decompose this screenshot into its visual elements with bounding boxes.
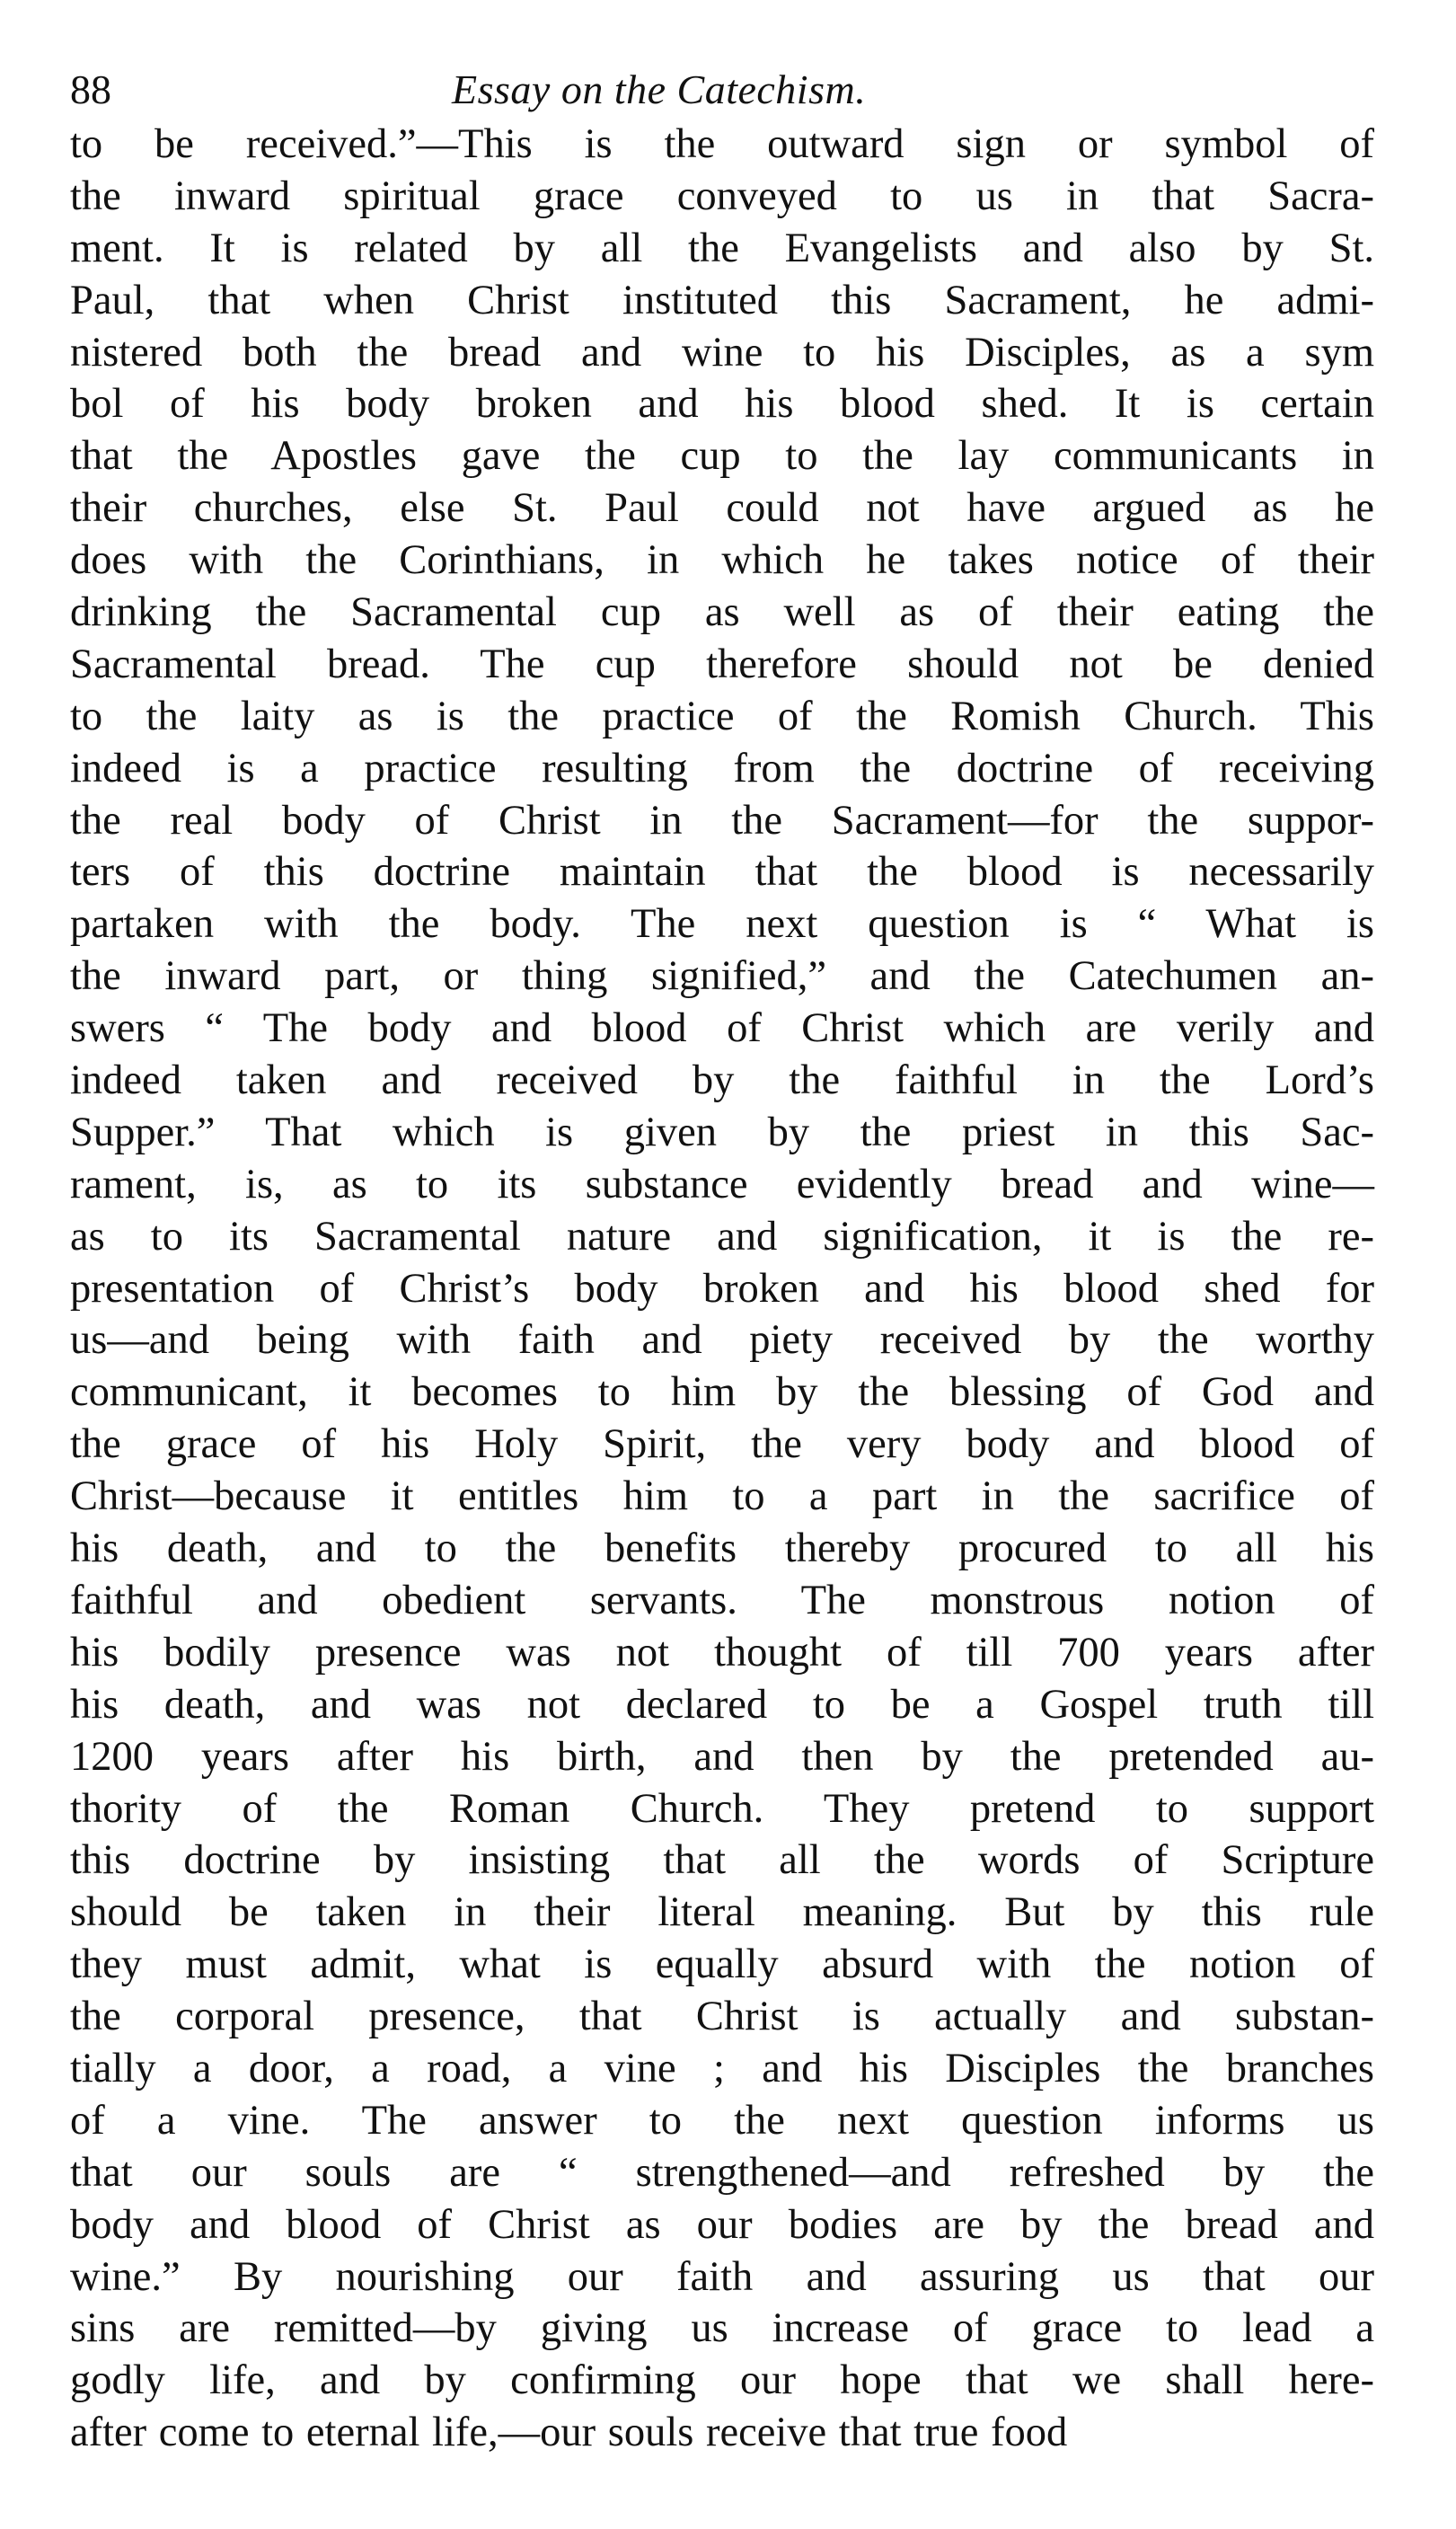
page-header [70,63,1374,117]
text-line: faithful and obedient servants. The monstrous notion of [70,1577,1374,1623]
text-line: of a vine. The answer to the next question informs us [70,2097,1374,2144]
text-line: swers “ The body and blood of Christ which are verily and [70,1005,1374,1052]
text-line: indeed is a practice resulting from the doctrine of receiving [70,745,1374,791]
text-line: wine.” By nourishing our faith and assuring us that our [70,2253,1374,2300]
text-line: the inward part, or thing signified,” and the Catechumen an- [70,953,1374,1000]
text-line: the inward spiritual grace conveyed to us in that Sacra- [70,172,1374,219]
text-line: drinking the Sacramental cup as well as of their eating the [70,589,1374,636]
text-line: does with the Corinthians, in which he takes notice of their [70,537,1374,584]
text-line: the real body of Christ in the Sacrament—for the suppor- [70,797,1374,844]
text-line: that our souls are “ strengthened—and refreshed by the [70,2149,1374,2196]
text-line: as to its Sacramental nature and signification, it is the re- [70,1213,1374,1260]
text-line: 1200 years after his birth, and then by the pretended au- [70,1733,1374,1780]
text-line: ters of this doctrine maintain that the blood is necessarily [70,849,1374,896]
text-line: Christ—because it entitles him to a part in the sacrifice of [70,1473,1374,1520]
text-line: that the Apostles gave the cup to the lay communicants in [70,433,1374,480]
text-line: this doctrine by insisting that all the words of Scripture [70,1837,1374,1884]
text-line: body and blood of Christ as our bodies are by the bread and [70,2201,1374,2248]
running-title: Essay on the Catechism. [452,66,867,112]
text-line: to the laity as is the practice of the Romish Church. This [70,693,1374,739]
text-line: ment. It is related by all the Evangelists and also by St. [70,225,1374,271]
book-page [70,63,1374,2459]
text-line: to be received.”—This is the outward sign or symbol of [70,121,1374,167]
text-line: godly life, and by confirming our hope that we shall here- [70,2357,1374,2404]
text-line: us—and being with faith and piety received by the worthy [70,1317,1374,1364]
text-line: thority of the Roman Church. They pretend to support [70,1785,1374,1832]
text-line: his bodily presence was not thought of till 700 years after [70,1629,1374,1676]
page-number: 88 [70,66,111,112]
text-line: the grace of his Holy Spirit, the very body and blood of [70,1421,1374,1468]
text-line: bol of his body broken and his blood shed. It is certain [70,381,1374,428]
text-line: presentation of Christ’s body broken and his blood shed for [70,1265,1374,1312]
text-line: Supper.” That which is given by the priest in this Sac- [70,1109,1374,1155]
text-line: indeed taken and received by the faithful in the Lord’s [70,1057,1374,1104]
text-line: communicant, it becomes to him by the blessing of God and [70,1369,1374,1416]
body-text [70,119,1374,2459]
text-line: nistered both the bread and wine to his Disciples, as a sym [70,329,1374,376]
text-line: his death, and was not declared to be a Gospel truth till [70,1681,1374,1728]
text-line: rament, is, as to its substance evidently bread and wine— [70,1161,1374,1207]
text-line: sins are remitted—by giving us increase of grace to lead a [70,2305,1374,2352]
text-line: they must admit, what is equally absurd with the notion of [70,1941,1374,1988]
text-line: Sacramental bread. The cup therefore should not be denied [70,641,1374,687]
text-line: partaken with the body. The next question is “ What is [70,901,1374,948]
text-line: the corporal presence, that Christ is actually and substan- [70,1994,1374,2040]
text-line: Paul, that when Christ instituted this Sacrament, he admi- [70,277,1374,323]
text-line: after come to eternal life,—our souls receive that true food [70,2410,1068,2456]
text-line: his death, and to the benefits thereby procured to all his [70,1525,1374,1572]
text-line: their churches, else St. Paul could not have argued as he [70,485,1374,532]
text-line: tially a door, a road, a vine ; and his Disciples the branches [70,2045,1374,2091]
text-line: should be taken in their literal meaning. But by this rule [70,1889,1374,1936]
